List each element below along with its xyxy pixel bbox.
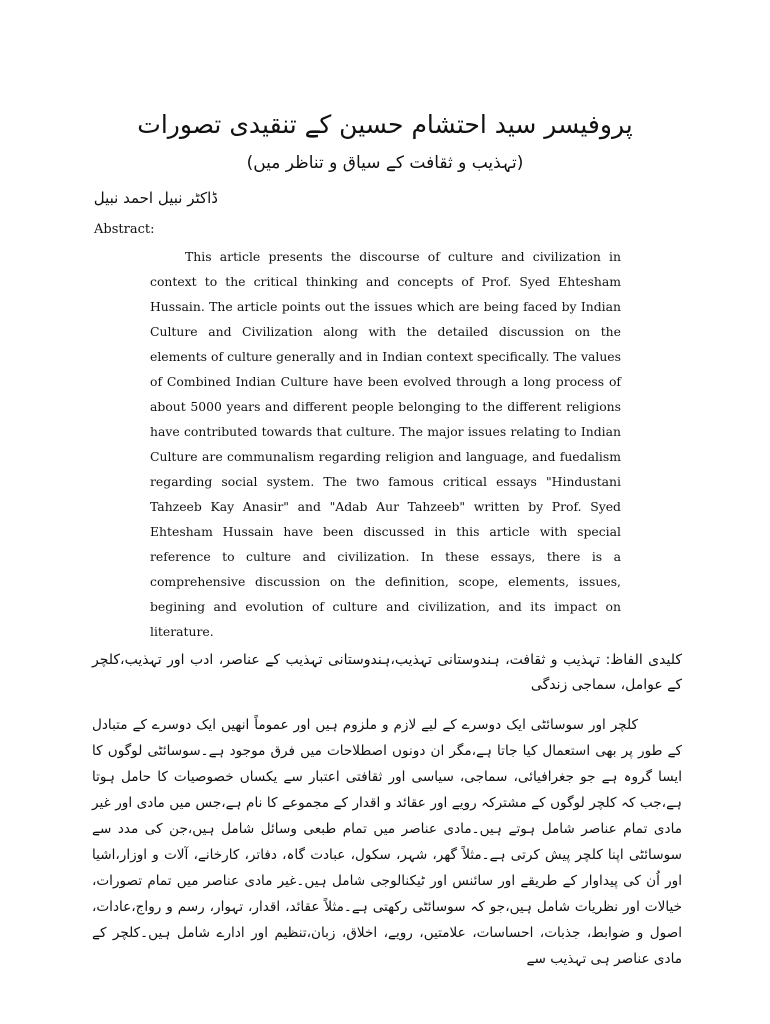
keywords-paragraph	[92, 648, 682, 698]
article-subtitle: (تہذیب و ثقافت کے سیاق و تناظر میں)	[246, 153, 524, 173]
body-paragraph: کلچر اور سوسائٹی ایک دوسرے کے لیے لازم و ملزوم ہیں اور عموماً انھیں ایک دوسرے کے متبادل کے طور پر بھی استعمال کیا جاتا ہے،مگر ان دونوں اصطلاحات میں فرق موجود ہے۔سوسائٹی لوگوں کا ایسا گروہ ہے جو جغرافیائی، سماجی، سیاسی اور ثقافتی اعتبار سے یکساں خصوصیات کا حامل ہوتا ہے،جب کہ کلچر لوگوں کے مشترکہ رویے اور عقائد و اقدار کے مجموعے کا نام ہے،جس میں مادی اور غیر مادی تمام عناصر شامل ہوتے ہیں۔مادی عناصر میں تمام طبعی وسائل شامل ہیں،جن کی مدد سے سوسائٹی اپنا کلچر پیش کرتی ہے۔مثلاً گھر، شہر، سکول، عبادت گاہ، دفاتر، کارخانے، آلات و اوزار،اشیا اور اُن کی پیداوار کے طریقے اور سائنس اور ٹیکنالوجی شامل ہیں۔غیر مادی عناصر میں تمام تصورات، خیالات اور نظریات شامل ہیں،جو کہ سوسائٹی رکھتی ہے۔مثلاً عقائد، اقدار، تہوار، رسم و رواج،عادات، اصول و ضوابط، جذبات، احساسات، علامتیں، رویے، اخلاق، زبان،تنظیم اور ادارے شامل ہیں۔کلچر کے مادی عناصر ہی تہذیب سے	[92, 717, 682, 967]
abstract-text: This article presents the discourse of culture and civilization in context to the critical thinking and concepts of Prof. Syed Ehtesham Hussain. The article points out the issues which are being faced by Indian Culture and Civilization along with the detailed discussion on the elements of culture generally and in Indian context specifically. The values of Combined Indian Culture have been evolved through a long process of about 5000 years and different people belonging to the different religions have contributed towards that culture. The major issues relating to Indian Culture are communalism regarding religion and language, and fuedalism regarding social system. The two famous critical essays "Hindustani Tahzeeb Kay Anasir" and "Adab Aur Tahzeeb" written by Prof. Syed Ehtesham Hussain have been discussed in this article with special reference to culture and civilization. In these essays, there is a comprehensive discussion on the definition, scope, elements, issues, begining and evolution of culture and civilization, and its impact on literature.	[150, 249, 621, 639]
article-title: پروفیسر سید احتشام حسین کے تنقیدی تصورات	[137, 110, 633, 139]
author-name: ڈاکٹر نبیل احمد نبیل	[93, 189, 218, 207]
keywords-label: کلیدی الفاظ:	[605, 652, 683, 668]
abstract-heading: Abstract:	[94, 222, 155, 237]
keywords-text: تہذیب و ثقافت، ہندوستانی تہذیب،ہندوستانی تہذیب کے عناصر، ادب اور تہذیب،کلچر کے عوامل، سماجی زندگی	[92, 652, 682, 693]
